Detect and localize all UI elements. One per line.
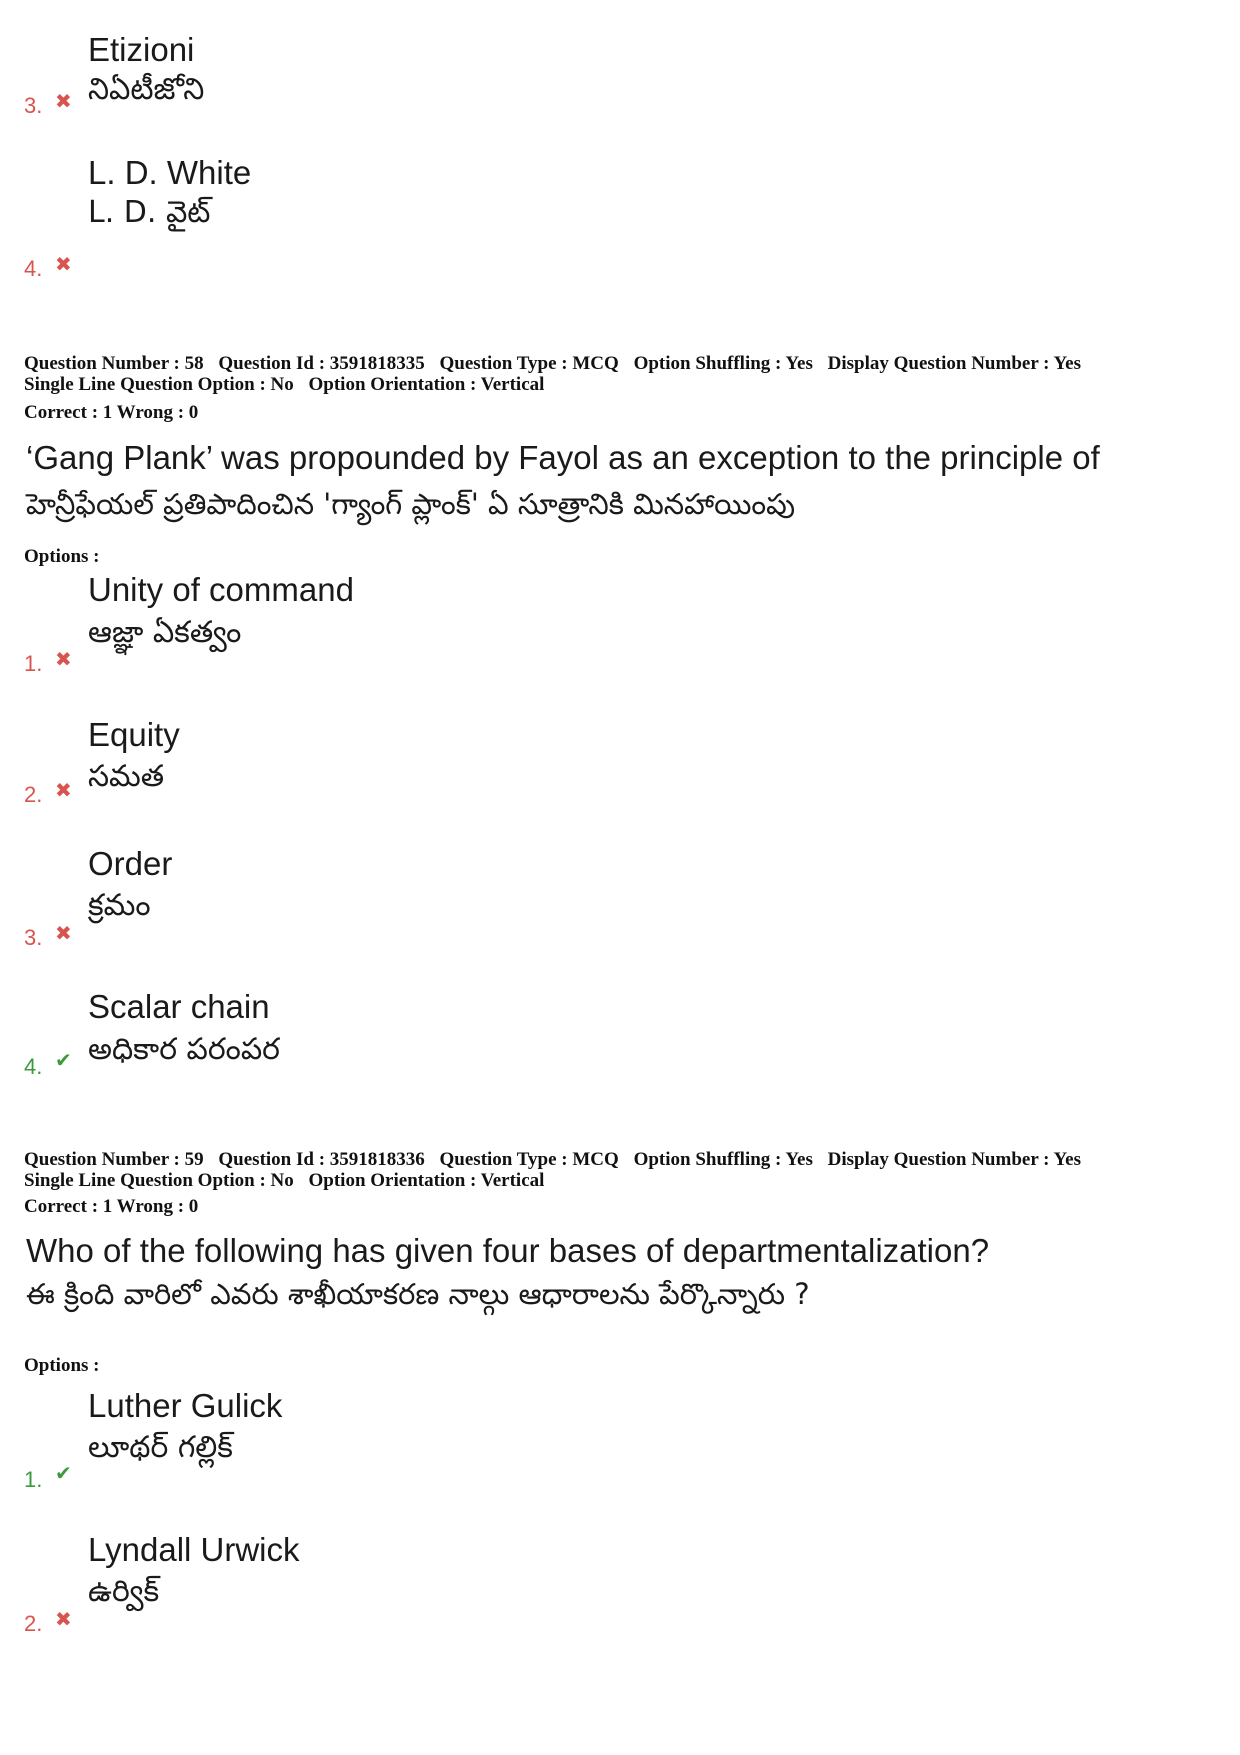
meta-item: Question Type : MCQ [439, 1149, 619, 1170]
options-label: Options : [24, 546, 100, 567]
meta-item: Question Id : 3591818335 [218, 353, 425, 374]
question-meta-line2 [24, 1170, 544, 1191]
option-number: 4. [24, 1054, 43, 1079]
option-number: 1. [24, 651, 43, 676]
option-text-te: క్రమం [88, 888, 151, 923]
options-label: Options : [24, 1355, 100, 1376]
option-text-en: Order [88, 845, 173, 882]
option-text-te: L. D. వైట్ [88, 195, 211, 230]
option-text-te: ఆజ్ఞా ఏకత్వం [88, 615, 242, 650]
question-text-te: ఈ క్రింది వారిలో ఎవరు శాఖీయాకరణ నాల్గు ఆధారాలను పేర్కొన్నారు ? [26, 1277, 810, 1311]
meta-item: Question Number : 58 [24, 353, 204, 374]
option-number: 1. [24, 1467, 43, 1492]
option-number: 2. [24, 782, 43, 807]
option-number: 2. [24, 1611, 43, 1636]
question-meta [24, 1149, 1081, 1170]
meta-item: Option Orientation : Vertical [308, 374, 545, 395]
option-text-en: Lyndall Urwick [88, 1531, 300, 1568]
check-icon: ✔ [55, 1048, 72, 1072]
cross-icon: ✖ [55, 921, 72, 945]
question-text-en: Who of the following has given four bases of departmentalization? [26, 1232, 990, 1269]
option-text-te: ఉర్విక్ [88, 1574, 160, 1609]
question-text-en: ‘Gang Plank’ was propounded by Fayol as an exception to the principle of [26, 439, 1100, 476]
cross-icon: ✖ [55, 252, 72, 276]
meta-item: Option Orientation : Vertical [308, 1170, 545, 1191]
score-line: Correct : 1 Wrong : 0 [24, 402, 199, 423]
meta-item: Display Question Number : Yes [827, 353, 1081, 374]
question-text-te: హెన్రీఫేయల్ ప్రతిపాదించిన 'గ్యాంగ్ ప్లాంక్' ఏ సూత్రానికి మినహాయింపు [26, 487, 796, 521]
option-text-en: Etizioni [88, 31, 195, 68]
option-number: 4. [24, 256, 43, 281]
meta-item: Single Line Question Option : No [24, 1170, 294, 1191]
option-text-en: Equity [88, 716, 180, 753]
meta-item: Option Shuffling : Yes [633, 1149, 813, 1170]
meta-item: Display Question Number : Yes [827, 1149, 1081, 1170]
meta-item: Question Type : MCQ [439, 353, 619, 374]
score-line: Correct : 1 Wrong : 0 [24, 1196, 199, 1217]
meta-item: Single Line Question Option : No [24, 374, 294, 395]
cross-icon: ✖ [55, 89, 72, 113]
cross-icon: ✖ [55, 778, 72, 802]
question-meta-line2 [24, 374, 544, 395]
option-number: 3. [24, 93, 43, 118]
meta-item: Question Number : 59 [24, 1149, 204, 1170]
option-text-en: Unity of command [88, 571, 354, 608]
option-text-te: అధికార పరంపర [88, 1032, 280, 1067]
cross-icon: ✖ [55, 647, 72, 671]
option-text-te: సమత [88, 759, 165, 794]
cross-icon: ✖ [55, 1607, 72, 1631]
option-text-en: Scalar chain [88, 988, 270, 1025]
meta-item: Option Shuffling : Yes [633, 353, 813, 374]
check-icon: ✔ [55, 1461, 72, 1485]
question-meta [24, 353, 1081, 374]
meta-item: Question Id : 3591818336 [218, 1149, 425, 1170]
option-text-te: నిఏటీజోని [88, 72, 205, 107]
option-number: 3. [24, 925, 43, 950]
option-text-en: L. D. White [88, 154, 252, 191]
option-text-en: Luther Gulick [88, 1387, 283, 1424]
option-text-te: లూథర్ గల్లిక్ [88, 1430, 233, 1465]
